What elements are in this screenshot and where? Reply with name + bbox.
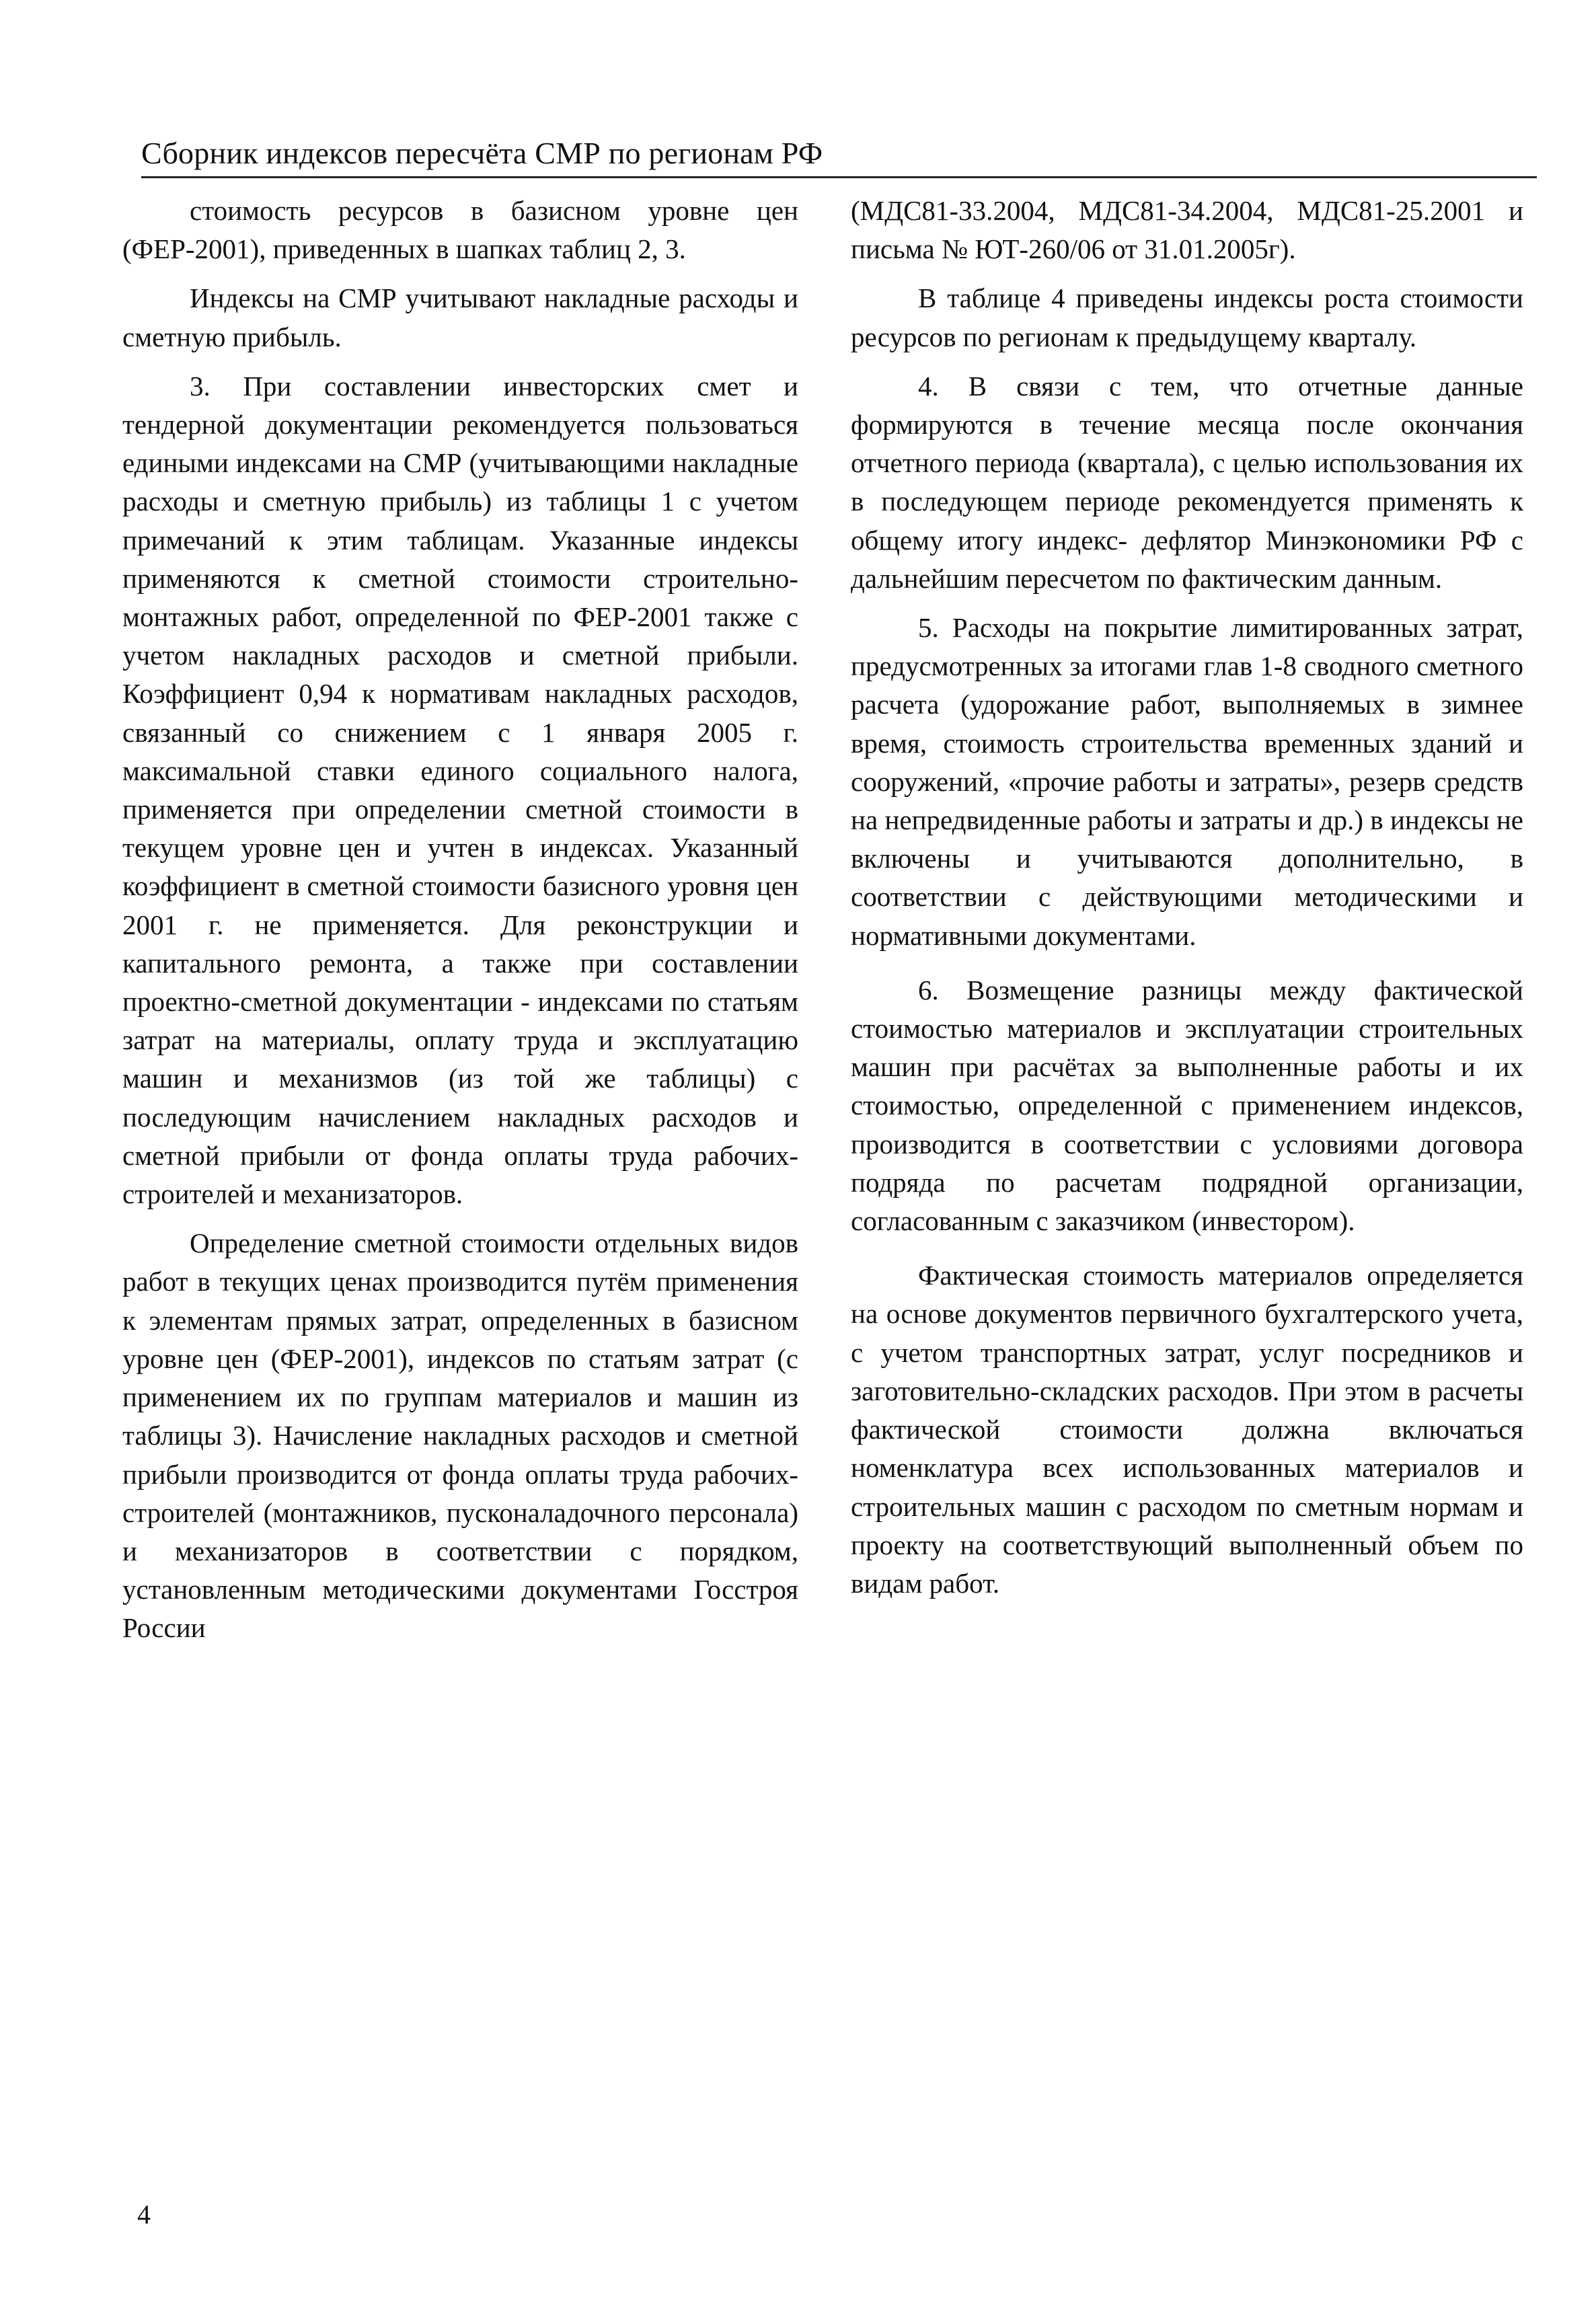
paragraph-item-4: 4. В связи с тем, что отчетные данные формируются в течение месяца после окончания отчетного периода (квартала), с целью использования их в последующем периоде рекомендуется применять к общему итогу индекс- дефлятор Минэкономики РФ с дальнейшим пересчетом по фактическим данным. bbox=[851, 370, 1523, 594]
paragraph-item-5: 5. Расходы на покрытие лимитированных затрат, предусмотренных за итогами глав 1-8 сводного сметного расчета (удорожание работ, выполняемых в зимнее время, стоимость строительства временных зданий и сооружений, «прочие работы и затраты», резерв средств на непредвиденные работы и затраты и др.) в индексы не включены и учитываются дополнительно, в соответствии с действующими методическими и нормативными документами. bbox=[851, 612, 1523, 951]
paragraph-cost-determination: Определение сметной стоимости отдельных видов работ в текущих ценах производится путём применения к элементам прямых затрат, определенных в базисном уровне цен (ФЕР-2001), индексов по статьям затрат (с применением их по группам материалов и машин из таблицы 3). Начисление накладных расходов и сметной прибыли производится от фонда оплаты труда рабочих-строителей (монтажников, пусконаладочного персонала) и механизаторов в соответствии с порядком, установленным методическими документами Госстроя России bbox=[122, 1227, 798, 1644]
page-number: 4 bbox=[137, 2199, 151, 2230]
header-title: Сборник индексов пересчёта СМР по регионам РФ bbox=[141, 136, 823, 170]
paragraph-references: (МДС81-33.2004, МДС81-34.2004, МДС81-25.2001 и письма № ЮТ-260/06 от 31.01.2005г). bbox=[851, 195, 1523, 265]
paragraph-smr-indexes: Индексы на СМР учитывают накладные расходы и сметную прибыль. bbox=[122, 282, 798, 352]
running-header bbox=[141, 129, 1537, 178]
paragraph-actual-cost: Фактическая стоимость материалов определяется на основе документов первичного бухгалтерского учета, с учетом транспортных затрат, услуг посредников и заготовительно-складских расходов. При этом в расчеты фактической стоимости должна включаться номенклатура всех использованных материалов и строительных машин с расходом по сметным нормам и проекту на соответствующий выполненный объем по видам работ. bbox=[851, 1260, 1523, 1599]
paragraph-continuation: стоимость ресурсов в базисном уровне цен (ФЕР-2001), приведенных в шапках таблиц 2, 3. bbox=[122, 195, 798, 265]
paragraph-item-3: 3. При составлении инвесторских смет и тендерной документации рекомендуется пользоваться едиными индексами на СМР (учитывающими накладные расходы и сметную прибыль) из таблицы 1 с учетом примечаний к этим таблицам. Указанные индексы применяются к сметной стоимости строительно-монтажных работ, определенной по ФЕР-2001 также с учетом накладных расходов и сметной прибыли. Коэффициент 0,94 к нормативам накладных расходов, связанный со снижением с 1 января 2005 г. максимальной ставки единого социального налога, применяется при определении сметной стоимости в текущем уровне цен и учтен в индексах. Указанный коэффициент в сметной стоимости базисного уровня цен 2001 г. не применяется. Для реконструкции и капитального ремонта, а также при составлении проектно-сметной документации - индексами по статьям затрат на материалы, оплату труда и эксплуатацию машин и механизмов (из той же таблицы) с последующим начислением накладных расходов и сметной прибыли от фонда оплаты труда рабочих-строителей и механизаторов. bbox=[122, 370, 798, 1210]
paragraph-item-6: 6. Возмещение разницы между фактической стоимостью материалов и эксплуатации строительных машин при расчётах за выполненные работы и их стоимостью, определенной с применением индексов, производится в соответствии с условиями договора подряда по расчетам подрядной организации, согласованным с заказчиком (инвестором). bbox=[851, 974, 1523, 1237]
left-text-column bbox=[122, 192, 798, 1648]
paragraph-table-4: В таблице 4 приведены индексы роста стоимости ресурсов по регионам к предыдущему кварталу. bbox=[851, 282, 1523, 352]
right-text-column bbox=[851, 192, 1523, 1603]
